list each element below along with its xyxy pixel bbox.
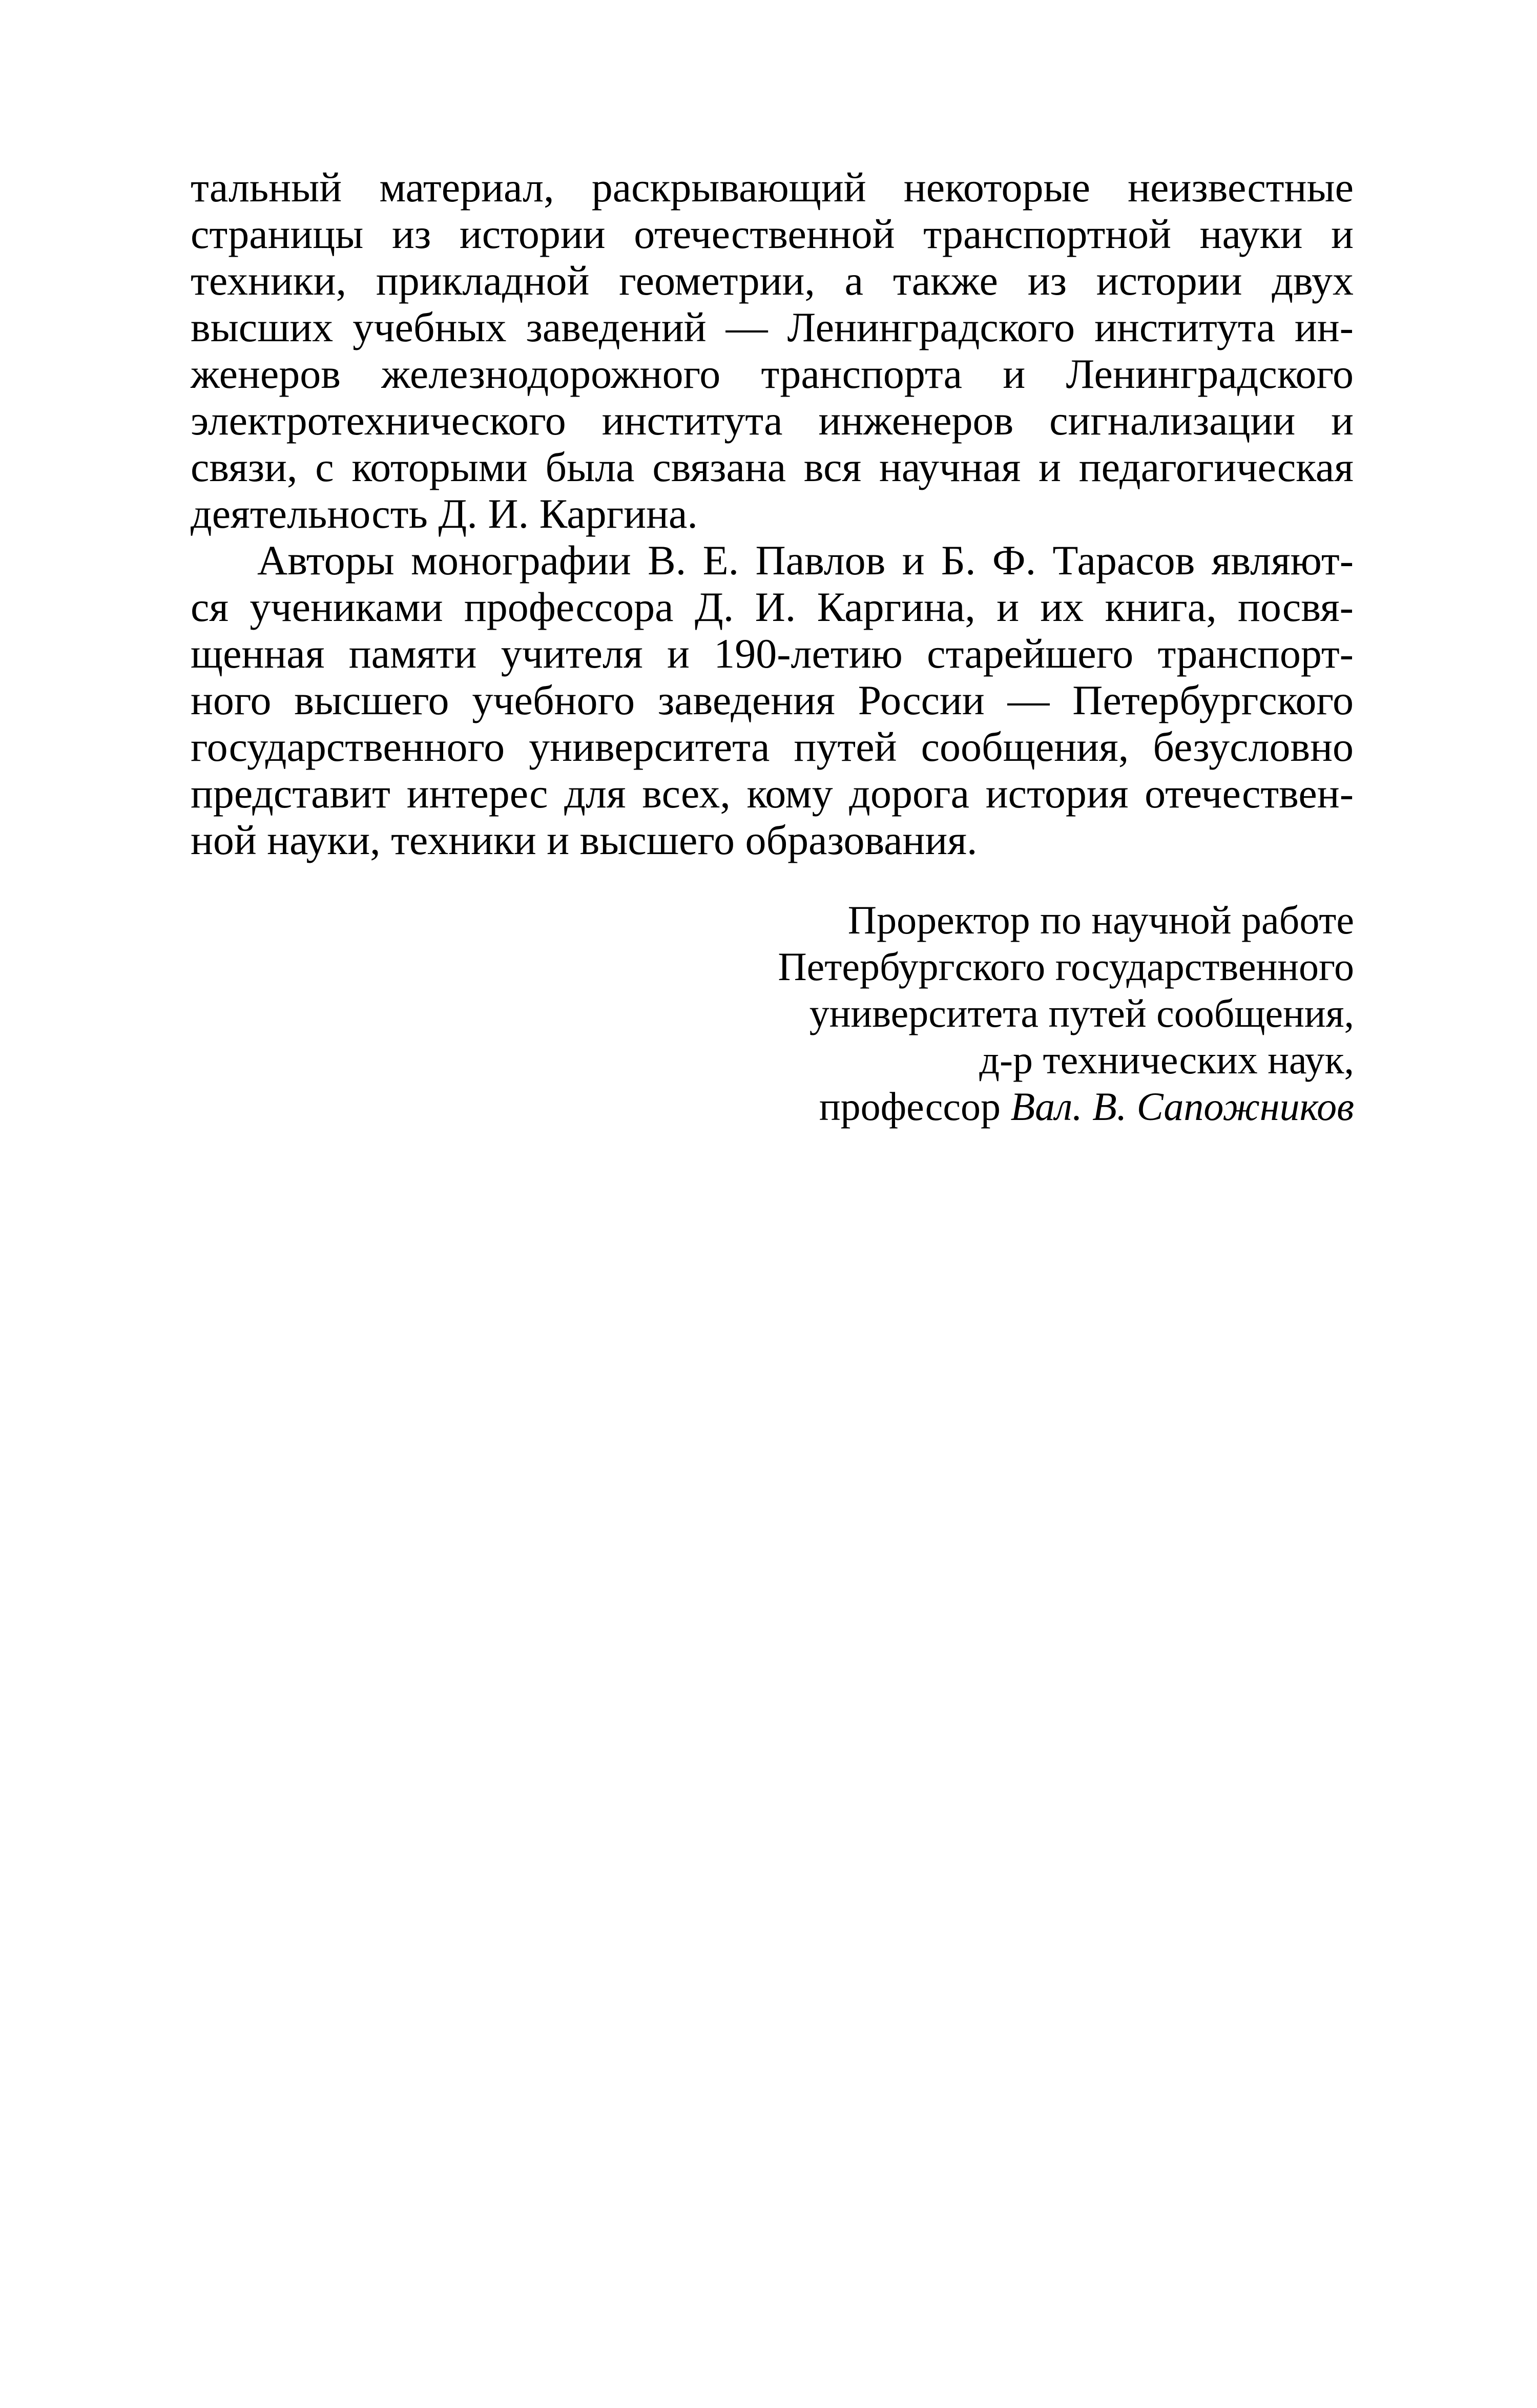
text-line: техники, прикладной геометрии, а также из истории двух xyxy=(191,257,1354,304)
text-line: тальный материал, раскрывающий некоторые неизвестные xyxy=(191,164,1354,211)
signature-name-line xyxy=(637,1083,1354,1130)
signature-degree: д-р технических наук, xyxy=(979,1037,1354,1082)
text-line: ся учениками профессора Д. И. Каргина, и их книга, посвя- xyxy=(191,584,1354,630)
text-line: представит интерес для всех, кому дорога история отечествен- xyxy=(191,770,1354,817)
signature-organization-cont: университета путей сообщения, xyxy=(809,991,1354,1035)
signature-title: профессор xyxy=(819,1084,1001,1129)
signature-position: Проректор по научной работе xyxy=(847,898,1354,942)
text-line: страницы из истории отечественной транспортной науки и xyxy=(191,211,1354,257)
text-line: Авторы монографии В. Е. Павлов и Б. Ф. Тарасов являют- xyxy=(257,537,1354,584)
signature-organization: Петербургского государственного xyxy=(778,944,1354,989)
text-line: связи, с которыми была связана вся научная и педагогическая xyxy=(191,444,1354,490)
text-line: высших учебных заведений — Ленинградского института ин- xyxy=(191,304,1354,350)
text-line: женеров железнодорожного транспорта и Ленинградского xyxy=(191,350,1354,397)
body-text xyxy=(191,164,1354,863)
signature-block xyxy=(637,897,1354,1130)
text-line: ного высшего учебного заведения России — Петербургского xyxy=(191,677,1354,723)
signature-name: Вал. В. Сапожников xyxy=(1010,1084,1354,1129)
paragraph-1 xyxy=(191,164,1354,537)
text-line: государственного университета путей сообщения, безусловно xyxy=(191,723,1354,770)
paragraph-2 xyxy=(191,537,1354,863)
text-line: щенная памяти учителя и 190-летию старейшего транспорт- xyxy=(191,630,1354,677)
text-line: ной науки, техники и высшего образования. xyxy=(191,817,978,863)
text-line: деятельность Д. И. Каргина. xyxy=(191,490,698,537)
text-line: электротехнического института инженеров сигнализации и xyxy=(191,397,1354,444)
